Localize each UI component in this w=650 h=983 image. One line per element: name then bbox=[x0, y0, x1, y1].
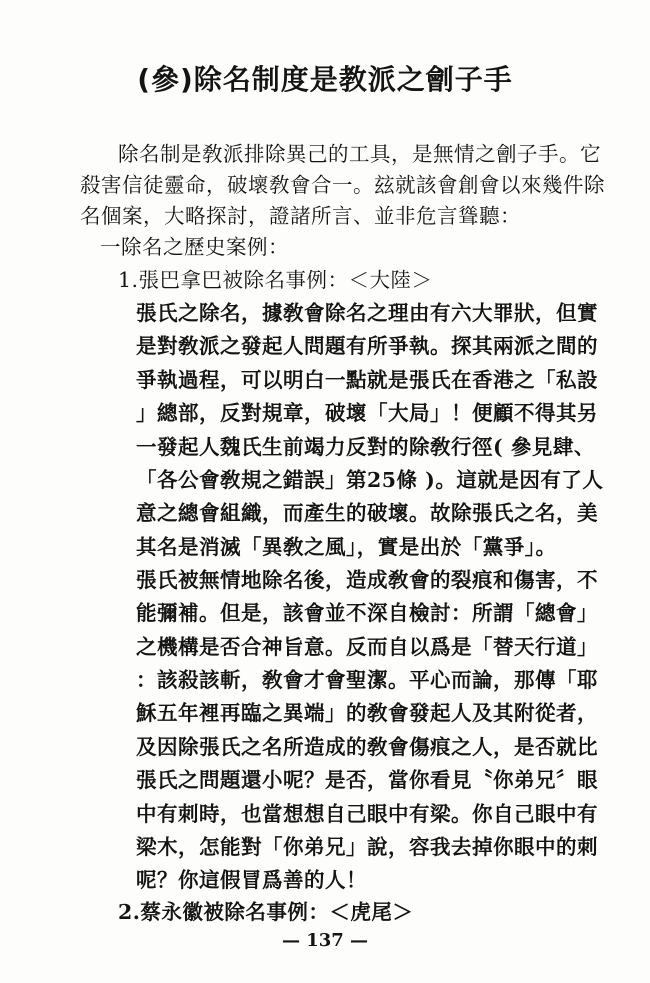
body-line: 呢？你這假冒爲善的人！ bbox=[136, 868, 367, 892]
body-line: 中有刺時，也當想想自己眼中有梁。你自己眼中有 bbox=[136, 802, 598, 826]
case-heading: 1.張巴拿巴被除名事例：＜大陸＞ bbox=[118, 268, 433, 292]
case-heading: 2.蔡永徽被除名事例：＜虎尾＞ bbox=[118, 900, 414, 924]
intro-line: 殺害信徒靈命，破壞敎會合一。玆就該會創會以來幾件除 bbox=[80, 173, 605, 197]
body-line: 「各公會敎規之錯誤」第25條 )。這就是因有了人 bbox=[136, 468, 604, 492]
intro-line: 除名制是敎派排除異己的工具，是無情之劊子手。它 bbox=[118, 142, 601, 166]
body-line: 梁木，怎能對「你弟兄」說，容我去掉你眼中的刺 bbox=[136, 835, 598, 859]
section-title: (參)除名制度是教派之劊子手 bbox=[137, 63, 513, 96]
body-line: 一發起人魏氏生前竭力反對的除敎行徑( 參見肆、 bbox=[136, 435, 595, 459]
body-line: 」總部，反對規章，破壞「大局」！便顧不得其另 bbox=[136, 401, 598, 425]
body-line: 能彌補。但是，該會並不深自檢討：所謂「總會」 bbox=[136, 601, 598, 625]
body-line: 爭執過程，可以明白一點就是張氏在香港之「私設 bbox=[136, 368, 598, 392]
body-line: 及因除張氏之名所造成的敎會傷痕之人，是否就比 bbox=[136, 735, 598, 759]
body-line: 張氏之除名，據敎會除名之理由有六大罪狀，但實 bbox=[136, 301, 598, 325]
intro-line: 名個案，大略探討，證諸所言、並非危言聳聽： bbox=[80, 204, 521, 228]
body-line: 其名是消滅「異敎之風」，實是出於「黨爭」。 bbox=[136, 535, 557, 559]
body-line: 之機構是否合神旨意。反而自以爲是「替天行道」 bbox=[136, 635, 598, 659]
body-line: 意之總會組織，而產生的破壞。故除張氏之名，美 bbox=[136, 501, 598, 525]
subsection-heading: 一除名之歷史案例： bbox=[100, 235, 289, 259]
body-line: 張氏被無情地除名後，造成敎會的裂痕和傷害，不 bbox=[136, 568, 598, 592]
page-number: — 137 — bbox=[281, 930, 369, 951]
body-line: 張氏之問題還小呢？是否，當你看見〝你弟兄〞眼 bbox=[136, 768, 598, 792]
body-line: ：該殺該斬，敎會才會聖潔。平心而論，那傳「耶 bbox=[136, 668, 598, 692]
body-line: 穌五年裡再臨之異端」的敎會發起人及其附從者， bbox=[136, 701, 598, 725]
body-line: 是對敎派之發起人問題有所爭執。探其兩派之間的 bbox=[136, 334, 598, 358]
